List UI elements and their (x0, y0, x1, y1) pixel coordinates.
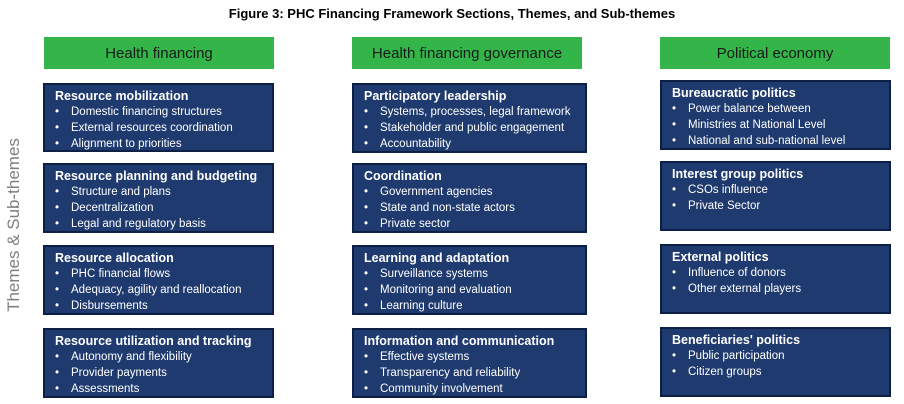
sub-theme-list (364, 349, 585, 397)
theme-title: Participatory leadership (364, 89, 507, 103)
sub-theme-item: • Government agencies (364, 184, 585, 200)
theme-box-coordination (352, 163, 587, 233)
theme-box-interest-group-politics (660, 161, 891, 231)
theme-title: Learning and adaptation (364, 251, 510, 265)
sub-theme-item: • Private sector (364, 216, 585, 232)
sub-theme-item: • Transparency and reliability (364, 365, 585, 381)
sub-theme-item: • Citizen groups (672, 364, 889, 380)
column-header-health-financing: Health financing (44, 37, 274, 69)
theme-box-beneficiaries-politics (660, 327, 891, 397)
sub-theme-list (672, 101, 889, 149)
sub-theme-item: • Effective systems (364, 349, 585, 365)
sub-theme-list (364, 104, 585, 152)
sub-theme-item: • Ministries at National Level (672, 117, 889, 133)
sub-theme-item: • PHC financial flows (55, 266, 272, 282)
theme-box-external-politics (660, 244, 891, 314)
sub-theme-item: • Systems, processes, legal framework (364, 104, 585, 120)
sub-theme-item: • Accountability (364, 136, 585, 152)
figure-title: Figure 3: PHC Financing Framework Sections, Themes, and Sub-themes (228, 6, 676, 21)
side-label: Themes & Sub-themes (4, 138, 23, 312)
sub-theme-item: • Influence of donors (672, 265, 889, 281)
sub-theme-list (364, 184, 585, 232)
sub-theme-list (672, 348, 889, 380)
sub-theme-list (672, 182, 889, 214)
theme-box-participatory-leadership (352, 83, 587, 153)
sub-theme-item: • Surveillance systems (364, 266, 585, 282)
theme-box-resource-utilization-and-tracking (43, 328, 274, 398)
theme-title: Resource utilization and tracking (55, 334, 252, 348)
theme-title: Beneficiaries' politics (672, 333, 801, 347)
sub-theme-item: • CSOs influence (672, 182, 889, 198)
column-header-political-economy: Political economy (660, 37, 890, 69)
sub-theme-item: • Disbursements (55, 298, 272, 314)
sub-theme-list (55, 266, 272, 314)
sub-theme-item: • Structure and plans (55, 184, 272, 200)
theme-title: Interest group politics (672, 167, 804, 181)
sub-theme-item: • Monitoring and evaluation (364, 282, 585, 298)
sub-theme-item: • Alignment to priorities (55, 136, 272, 152)
theme-box-resource-mobilization (43, 83, 274, 152)
sub-theme-item: • Adequacy, agility and reallocation (55, 282, 272, 298)
sub-theme-item: • Autonomy and flexibility (55, 349, 272, 365)
sub-theme-item: • Other external players (672, 281, 889, 297)
theme-title: Coordination (364, 169, 442, 183)
sub-theme-item: • Private Sector (672, 198, 889, 214)
theme-title: Information and communication (364, 334, 555, 348)
sub-theme-list (672, 265, 889, 297)
sub-theme-item: • External resources coordination (55, 120, 272, 136)
sub-theme-item: • Power balance between (672, 101, 889, 117)
theme-box-resource-allocation (43, 245, 274, 315)
sub-theme-item: • Assessments (55, 381, 272, 397)
sub-theme-item: • Learning culture (364, 298, 585, 314)
sub-theme-item: • Stakeholder and public engagement (364, 120, 585, 136)
theme-title: Resource planning and budgeting (55, 169, 258, 183)
sub-theme-item: • Domestic financing structures (55, 104, 272, 120)
sub-theme-list (55, 104, 272, 152)
theme-title: Resource allocation (55, 251, 174, 265)
sub-theme-item: • Public participation (672, 348, 889, 364)
sub-theme-item: • Decentralization (55, 200, 272, 216)
theme-title: Resource mobilization (55, 89, 189, 103)
sub-theme-item: • Legal and regulatory basis (55, 216, 272, 232)
theme-title: Bureaucratic politics (672, 86, 796, 100)
sub-theme-item: • State and non-state actors (364, 200, 585, 216)
sub-theme-list (55, 184, 272, 232)
sub-theme-item: • Provider payments (55, 365, 272, 381)
theme-box-information-and-communication (352, 328, 587, 398)
theme-box-resource-planning-and-budgeting (43, 163, 274, 233)
sub-theme-list (364, 266, 585, 314)
theme-box-bureaucratic-politics (660, 80, 891, 150)
column-header-health-financing-governance: Health financing governance (352, 37, 582, 69)
sub-theme-list (55, 349, 272, 397)
sub-theme-item: • National and sub-national level (672, 133, 889, 149)
theme-title: External politics (672, 250, 769, 264)
sub-theme-item: • Community involvement (364, 381, 585, 397)
theme-box-learning-and-adaptation (352, 245, 587, 315)
